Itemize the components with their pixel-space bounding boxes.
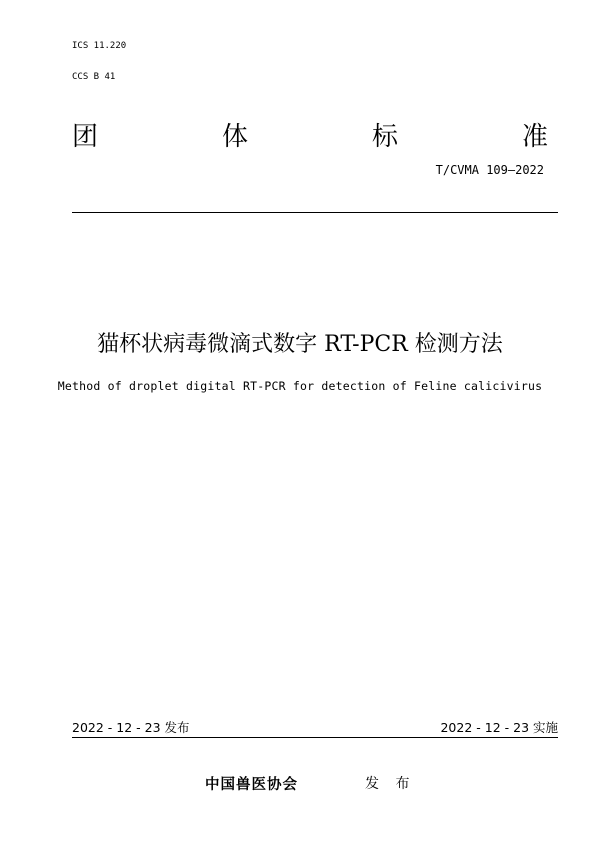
- english-title: Method of droplet digital RT-PCR for detection of Feline calicivirus: [57, 379, 543, 393]
- standard-type-heading: [72, 116, 548, 153]
- standard-type-char: 团: [72, 122, 99, 152]
- issue-date: 2022 - 12 - 23 发布: [72, 720, 190, 735]
- publish-label: 发 布: [365, 776, 416, 792]
- standard-type-char: 准: [521, 122, 548, 152]
- implementation-date: 2022 - 12 - 23 实施: [440, 720, 558, 735]
- publisher-name: 中国兽医协会: [205, 777, 298, 793]
- chinese-title: 猫杯状病毒微滴式数字 RT-PCR 检测方法: [97, 332, 503, 357]
- bottom-divider: [72, 737, 558, 738]
- standard-number: T/CVMA 109—2022: [435, 163, 544, 177]
- ccs-code: CCS B 41: [72, 72, 116, 82]
- top-divider: [72, 212, 558, 213]
- ics-code: ICS 11.220: [72, 41, 127, 51]
- standard-type-char: 标: [371, 122, 398, 152]
- standard-type-char: 体: [221, 122, 248, 152]
